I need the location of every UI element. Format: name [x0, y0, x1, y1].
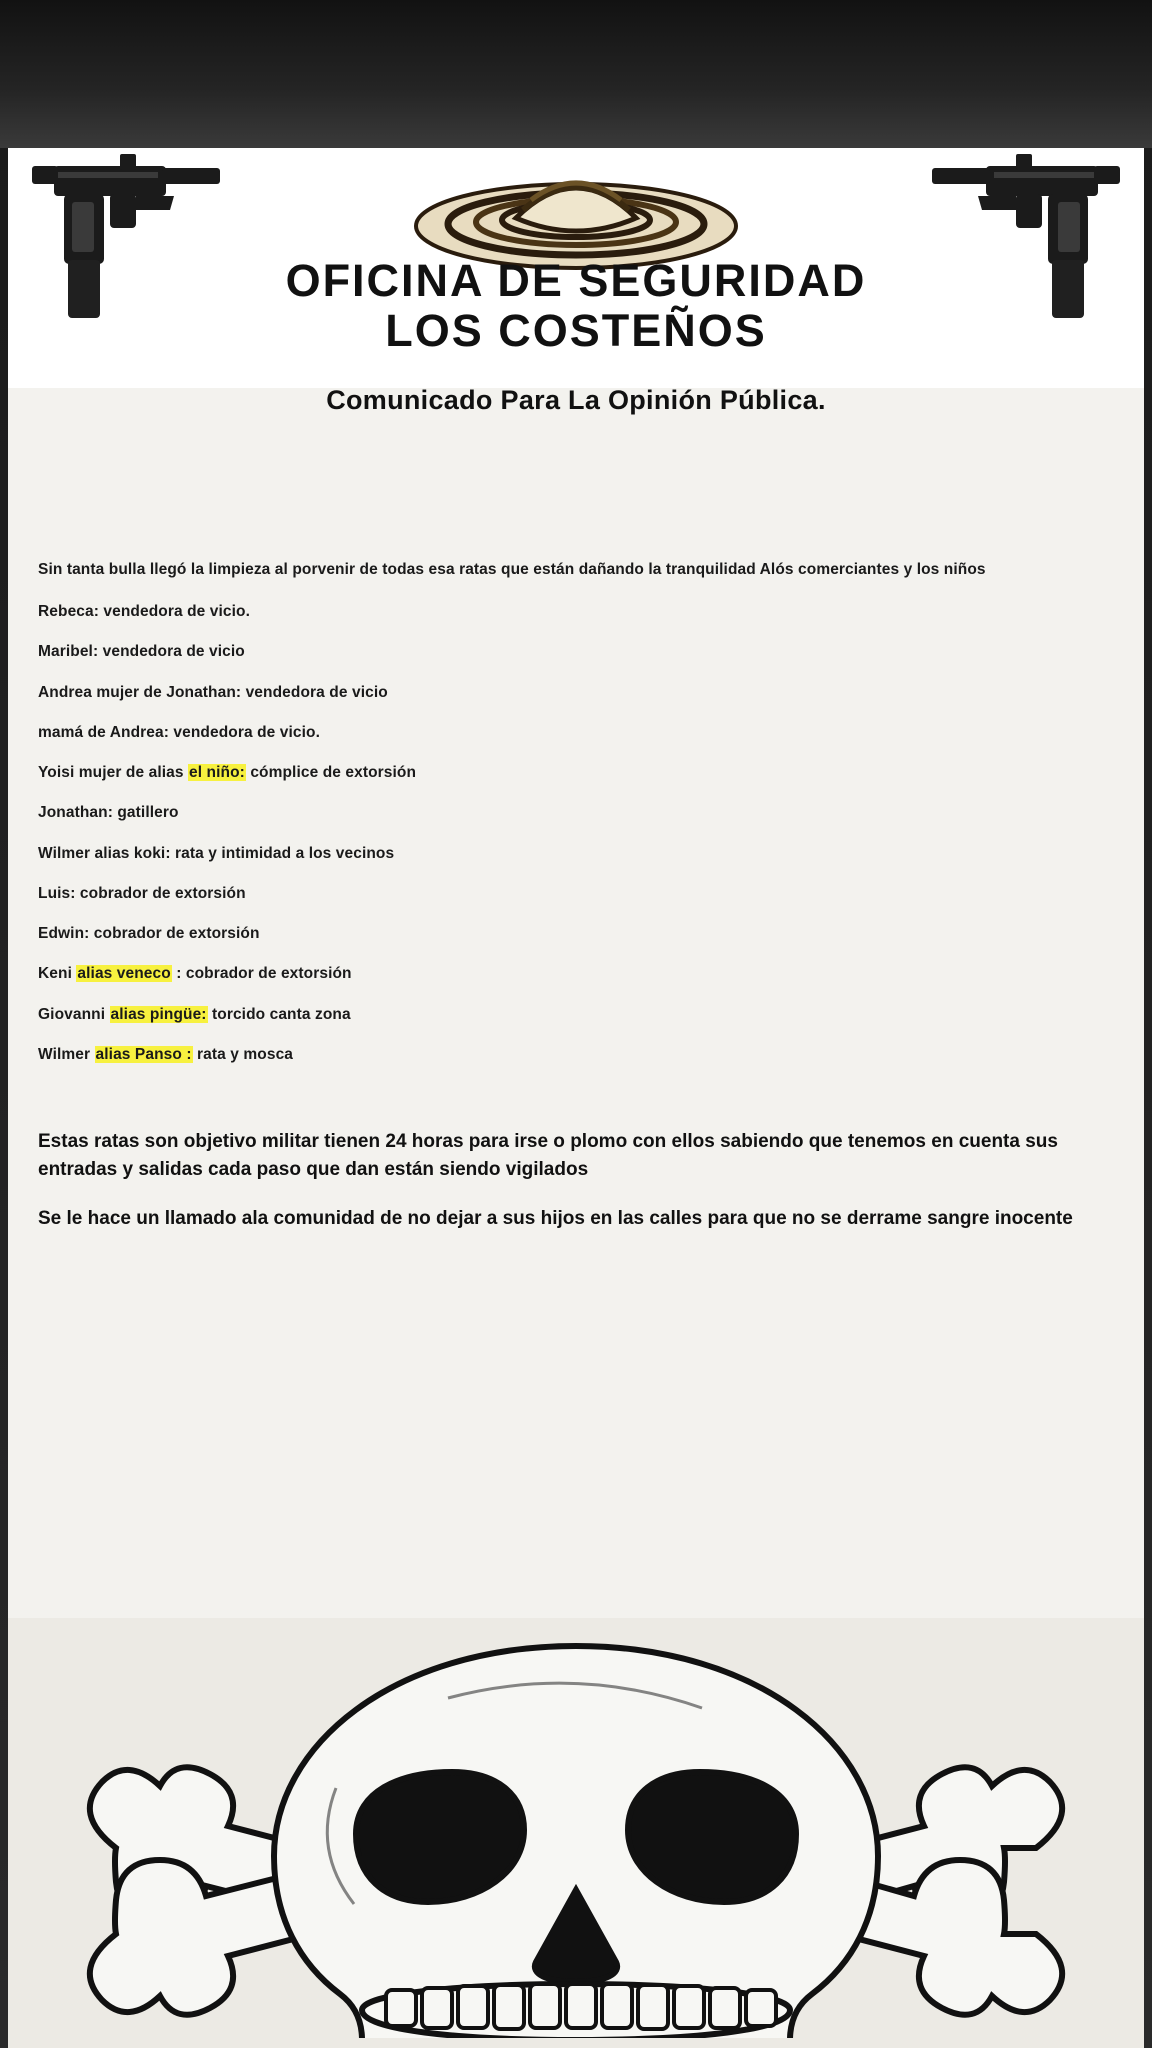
closing-paragraph-1: Estas ratas son objetivo militar tienen 24 horas para irse o plomo con ellos sabiendo que tenemos en cuenta sus entradas y salidas cada paso que dan están siendo vigilados: [38, 1131, 1058, 1180]
entry-pre: mamá de Andrea: vendedora de vicio.: [38, 723, 321, 741]
name-list: [38, 600, 1114, 1066]
title-line-2: LOS COSTEÑOS: [385, 305, 767, 357]
entry-pre: Yoisi mujer de alias: [38, 764, 188, 782]
list-item: [38, 1043, 1114, 1066]
list-item: [38, 801, 1114, 824]
flyer-title: [8, 256, 1144, 416]
flyer-subtitle: Comunicado Para La Opinión Pública.: [326, 384, 826, 415]
header-artwork: [8, 148, 1144, 415]
skull-and-crossbones-icon: [56, 1638, 1096, 2038]
entry-pre: Wilmer: [38, 1045, 95, 1063]
intro-paragraph: Sin tanta bulla llegó la limpieza al porvenir de todas esa ratas que están dañando la tranquilidad Alós comerciantes y los niños: [38, 561, 986, 578]
entry-pre: Andrea mujer de Jonathan: vendedora de vicio: [38, 683, 388, 701]
entry-pre: Jonathan: gatillero: [38, 804, 179, 822]
entry-pre: Rebeca: vendedora de vicio.: [38, 603, 251, 621]
entry-highlight: el niño:: [189, 764, 245, 782]
list-item: [38, 1003, 1114, 1026]
list-item: [38, 842, 1114, 865]
entry-highlight: alias pingüe:: [110, 1005, 207, 1023]
entry-pre: Giovanni: [38, 1005, 110, 1023]
entry-post: rata y mosca: [192, 1045, 294, 1063]
flyer-body: [8, 558, 1144, 1233]
list-item: [38, 761, 1114, 784]
entry-highlight: alias veneco: [77, 965, 171, 983]
list-item: [38, 640, 1114, 663]
flyer-sheet: [8, 148, 1144, 2048]
list-item: [38, 721, 1114, 744]
entry-pre: Maribel: vendedora de vicio: [38, 643, 245, 661]
top-dark-band: [0, 0, 1152, 148]
entry-pre: Wilmer alias koki: rata y intimidad a los vecinos: [38, 844, 395, 862]
entry-post: torcido canta zona: [207, 1005, 351, 1023]
entry-pre: Keni: [38, 965, 77, 983]
entry-pre: Luis: cobrador de extorsión: [38, 884, 246, 902]
closing-paragraph-2: Se le hace un llamado ala comunidad de no dejar a sus hijos en las calles para que no se derrame sangre inocente: [38, 1208, 1073, 1230]
skull-artwork-area: [8, 1618, 1144, 2048]
list-item: [38, 600, 1114, 623]
entry-highlight: alias Panso :: [95, 1045, 192, 1063]
title-line-1: OFICINA DE SEGURIDAD: [285, 255, 867, 306]
entry-post: cómplice de extorsión: [245, 764, 417, 782]
entry-post: : cobrador de extorsión: [171, 965, 352, 983]
list-item: [38, 922, 1114, 945]
list-item: [38, 681, 1114, 704]
closing-block: [38, 1128, 1114, 1233]
list-item: [38, 962, 1114, 985]
entry-pre: Edwin: cobrador de extorsión: [38, 925, 260, 943]
list-item: [38, 882, 1114, 905]
